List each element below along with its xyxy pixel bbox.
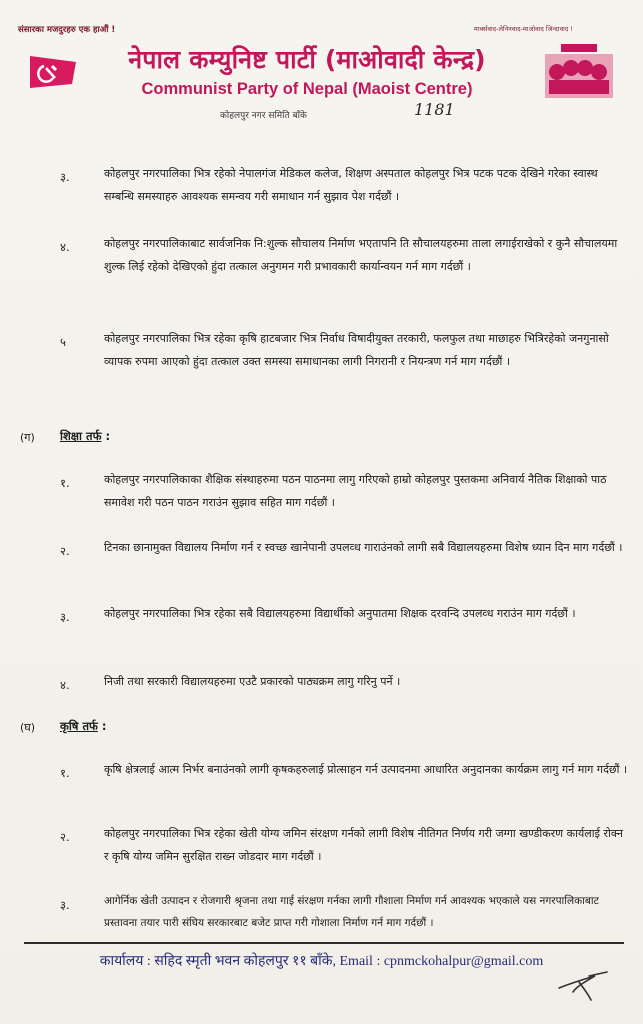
tagline-right: मार्क्सवाद-लेनिनवाद-माओवाद जिन्दावाद ! — [473, 25, 573, 33]
list-item: कोहलपुर नगरपालिकाका शैक्षिक संस्थाहरुमा पठन पाठनमा लागु गरिएको हाम्रो कोहलपुर पुस्तकमा अनिवार्य नैतिक शिक्षाको पाठ समावेश गरी पठन पाठन गराउंन सुझाव सहित माग गर्दछौं । — [104, 473, 607, 509]
list-item: कोहलपुर नगरपालिका भित्र रहेका खेती योग्य जमिन संरक्षण गर्नको लागी विशेष नीतिगत निर्णय गरी जग्गा खण्डीकरण कार्यलाई रोक्न र कृषि योग्य जमिन सुरक्षित राख्न जोडदार माग गर्दछौं । — [104, 827, 623, 863]
list-item: टिनका छानामुक्त विद्यालय निर्माण गर्न र स्वच्छ खानेपानी उपलव्ध गाराउंनको लागी सबै विद्यालयहरुमा विशेष ध्यान दिन माग गर्दछौं । — [104, 541, 623, 554]
footer-address: कार्यालय : सहिद स्मृती भवन कोहलपुर ११ बाँके, Email : cpnmckohalpur@gmail.com — [99, 954, 544, 969]
footer-divider — [24, 942, 624, 944]
list-item: कोहलपुर नगरपालिका भित्र रहेका कृषि हाटबजार भित्र निर्वाध विषादीयुक्त तरकारी, फलफुल तथा माछाहरु भित्रिरहेको जनगुनासो व्यापक रुपमा आएको हुंदा तत्काल उक्त समस्या समाधानका लागी निगरानी र नियन्त्रण गर्न माग गर्दछौं । — [104, 332, 609, 368]
list-item: कोहलपुर नगरपालिका भित्र रहेको नेपालगंज मेडिकल कलेज, शिक्षण अस्पताल कोहलपुर भित्र पटक पटक देखिने गरेका स्वास्थ सम्बन्धि समस्याहरु आवश्यक समन्वय गरी समाधान गर्न सुझाव पेश गर्दछौं । — [104, 167, 598, 203]
item-number: २. — [60, 544, 70, 558]
list-item: निजी तथा सरकारी विद्यालयहरुमा एउटै प्रकारको पाठ्यक्रम लागु गरिनु पर्ने । — [104, 675, 401, 688]
item-number: ४. — [60, 240, 70, 254]
item-number: ३. — [60, 170, 70, 184]
party-title-english: Communist Party of Nepal (Maoist Centre) — [141, 80, 473, 98]
section-colon: : — [97, 719, 107, 733]
list-item: आगेर्निक खेती उत्पादन र रोजगारी श्रृजना तथा गाई संरक्षण गर्नका लागी गौशाला निर्माण गर्न आवश्यक भएकाले यस नगरपालिकाबाट प्रस्तावना तयार पारी संघिय सरकारबाट बजेट प्राप्त गरी गोशाला निर्माण गर्न माग गर्दछौं । — [104, 895, 599, 929]
item-number: ३. — [60, 898, 70, 912]
section-colon: : — [101, 429, 111, 443]
list-item: कोहलपुर नगरपालिकाबाट सार्वजनिक नि:शुल्क सौचालय निर्माण भएतापनि ति सौचालयहरुमा ताला लगाईराखेको र कुनै सौचालयमा शुल्क लिई रहेको देखिएको हुंदा तत्काल अनुगमन गरी प्रभावकारी कार्यान्वयन गर्न माग गर्दछौं । — [104, 237, 618, 273]
committee-subtitle: कोहलपुर नगर समिति बाँके — [220, 111, 307, 121]
tagline-left: संसारका मजदुरहरु एक हाऔं ! — [18, 25, 116, 35]
signature-icon — [555, 962, 611, 1002]
list-item: कोहलपुर नगरपालिका भित्र रहेका सबै विद्यालयहरुमा विद्यार्थीको अनुपातमा शिक्षक दरवन्दि उपलव्ध गराउंन माग गर्दछौं । — [104, 607, 576, 620]
item-number: १. — [60, 476, 70, 490]
item-number: १. — [60, 766, 70, 780]
section-heading-agriculture — [60, 719, 107, 734]
handwritten-reference-number: 1181 — [414, 100, 455, 119]
section-heading-education — [60, 429, 110, 444]
party-title-nepali: नेपाल कम्युनिष्ट पार्टी (माओवादी केन्द्र) — [128, 45, 486, 74]
list-item: कृषि क्षेत्रलाई आत्म निर्भर बनाउंनको लागी कृषकहरुलाई प्रोत्साहन गर्न उत्पादनमा आधारित अनुदानका कार्यक्रम लागु गर्न माग गर्दछौं । — [104, 763, 628, 776]
party-flag-icon — [28, 54, 78, 90]
section-letter: (घ) — [20, 721, 36, 734]
section-letter: (ग) — [20, 431, 35, 444]
item-number: २. — [60, 830, 70, 844]
item-number: ५ — [60, 335, 66, 349]
section-label: शिक्षा तर्फ — [60, 429, 102, 443]
section-label: कृषि तर्फ — [60, 719, 98, 733]
leaders-emblem-icon — [543, 40, 615, 104]
item-number: ४. — [60, 678, 70, 692]
item-number: ३. — [60, 610, 70, 624]
